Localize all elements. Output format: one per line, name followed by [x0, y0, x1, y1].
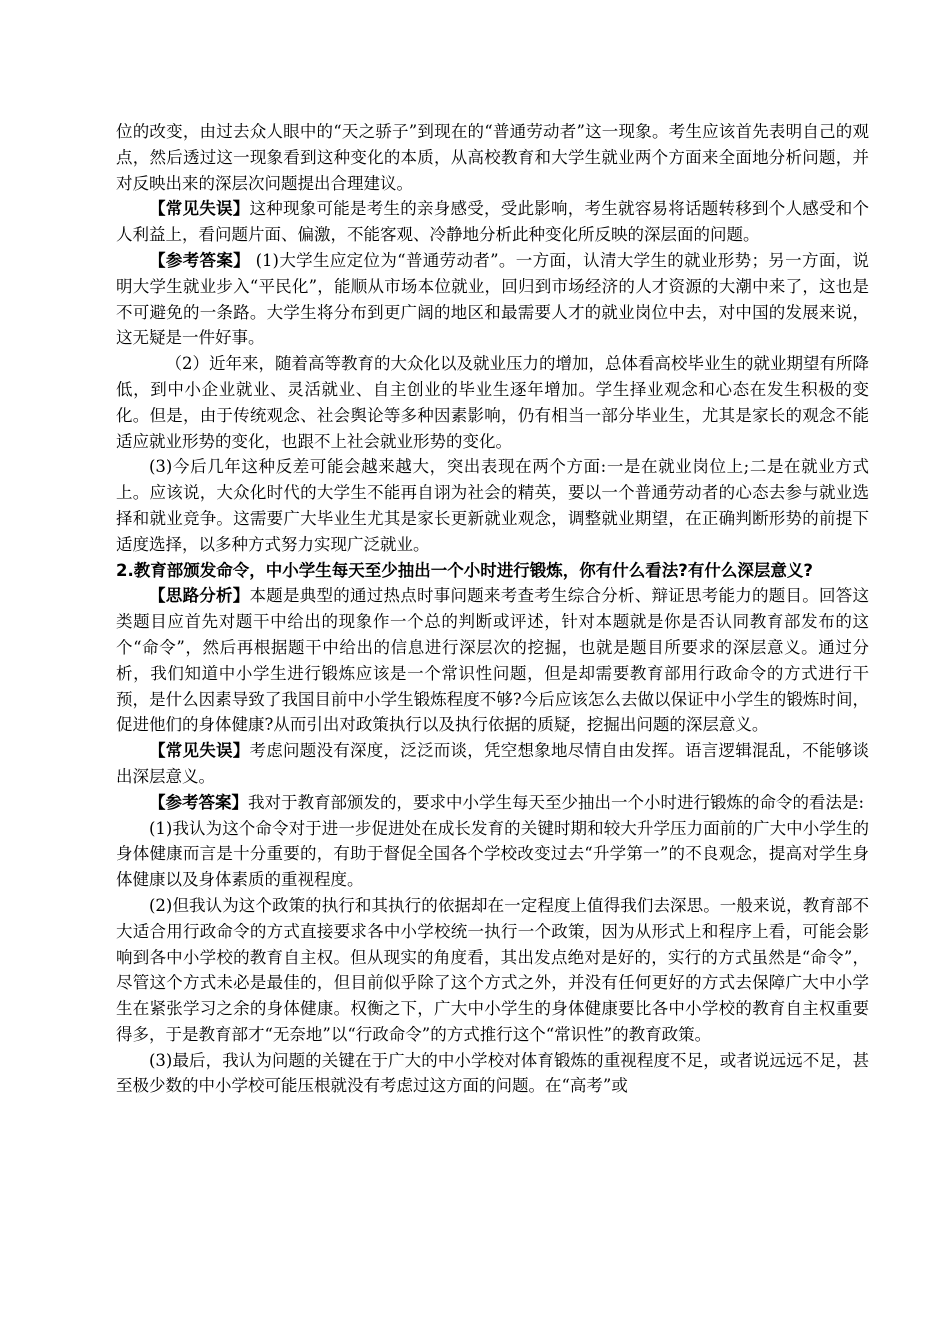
- document-page: [116, 119, 869, 1099]
- paragraph-answer-point-3: (3)今后几年这种反差可能会越来越大，突出表现在两个方面:一是在就业岗位上;二是在就业方式上。应该说，大众化时代的大学生不能再自诩为社会的精英，要以一个普通劳动者的心态去参与就业选择和就业竞争。这需要广大毕业生尤其是家长更新就业观念，调整就业期望，在正确判断形势的前提下适度选择，以多种方式努力实现广泛就业。: [116, 457, 869, 554]
- paragraph-answer-point-2: （2）近年来，随着高等教育的大众化以及就业压力的增加，总体看高校毕业生的就业期望有所降低，到中小企业就业、灵活就业、自主创业的毕业生逐年增加。学生择业观念和心态在发生积极的变化。但是，由于传统观念、社会舆论等多种因素影响，仍有相当一部分毕业生，尤其是家长的观念不能适应就业形势的变化，也跟不上社会就业形势的变化。: [116, 354, 869, 451]
- paragraph-common-mistakes-1: [116, 196, 869, 248]
- paragraph-reference-answer-2: [116, 790, 869, 816]
- common-mistakes-label: 【常见失误】: [149, 199, 250, 219]
- common-mistakes-text: 这种现象可能是考生的亲身感受，受此影响，考生就容易将话题转移到个人感受和个人利益上，看问题片面、偏激，不能客观、冷静地分析此种变化所反映的深层面的问题。: [116, 199, 869, 245]
- thinking-analysis-label: 【思路分析】: [149, 586, 250, 606]
- reference-answer-label: 【参考答案】: [149, 250, 251, 270]
- paragraph-reference-answer-1: [116, 248, 869, 351]
- reference-answer-text: (1)大学生应定位为“普通劳动者”。一方面，认清大学生的就业形势；另一方面，说明大学生就业步入“平民化”，能顺从市场本位就业，回归到市场经济的人才资源的大潮中来了，这也是不可避免的一条路。大学生将分布到更广阔的地区和最需要人才的就业岗位中去，对中国的发展来说，这无疑是一件好事。: [116, 250, 869, 348]
- reference-answer-text-2: 我对于教育部颁发的，要求中小学生每天至少抽出一个小时进行锻炼的命令的看法是:: [248, 792, 865, 812]
- paragraph-thinking-analysis: [116, 583, 869, 738]
- common-mistakes-label-2: 【常见失误】: [149, 741, 250, 761]
- paragraph-answer2-point-1: (1)我认为这个命令对于进一步促进处在成长发育的关键时期和较大升学压力面前的广大中小学生的身体健康而言是十分重要的，有助于督促全国各个学校改变过去“升学第一”的不良观念，提高对学生身体健康以及身体素质的重视程度。: [116, 818, 869, 890]
- question-2-heading: 2.教育部颁发命令，中小学生每天至少抽出一个小时进行锻炼，你有什么看法?有什么深层意义?: [116, 560, 813, 580]
- thinking-analysis-text: 本题是典型的通过热点时事问题来考查考生综合分析、辩证思考能力的题目。回答这类题目应首先对题干中给出的现象作一个总的判断或评述，针对本题就是你是否认同教育部发布的这个“命令”，然后再根据题干中给出的信息进行深层次的挖掘，也就是题目所要求的深层意义。通过分析，我们知道中小学生进行锻炼应该是一个常识性问题，但是却需要教育部用行政命令的方式进行干预，是什么因素导致了我国目前中小学生锻炼程度不够?今后应该怎么去做以保证中小学生的锻炼时间，促进他们的身体健康?从而引出对政策执行以及执行依据的质疑，挖掘出问题的深层意义。: [116, 586, 869, 735]
- paragraph-common-mistakes-2: [116, 738, 869, 790]
- reference-answer-label-2: 【参考答案】: [149, 792, 248, 812]
- paragraph-analysis-continued: 位的改变，由过去众人眼中的“天之骄子”到现在的“普通劳动者”这一现象。考生应该首先表明自己的观点，然后透过这一现象看到这种变化的本质，从高校教育和大学生就业两个方面来全面地分析问题，并对反映出来的深层次问题提出合理建议。: [116, 122, 869, 193]
- paragraph-answer2-point-2: (2)但我认为这个政策的执行和其执行的依据却在一定程度上值得我们去深思。一般来说，教育部不大适合用行政命令的方式直接要求各中小学校统一执行一个政策，因为从形式上和程序上看，可能会影响到各中小学校的教育自主权。但从现实的角度看，其出发点绝对是好的，实行的方式虽然是“命令”，尽管这个方式未必是最佳的，但目前似乎除了这个方式之外，并没有任何更好的方式去保障广大中小学生在紧张学习之余的身体健康。权衡之下，广大中小学生的身体健康要比各中小学校的教育自主权重要得多，于是教育部才“无奈地”以“行政命令”的方式推行这个“常识性”的教育政策。: [116, 895, 869, 1044]
- paragraph-answer2-point-3: (3)最后，我认为问题的关键在于广大的中小学校对体育锻炼的重视程度不足，或者说远远不足，甚至极少数的中小学校可能压根就没有考虑过这方面的问题。在“高考”或: [116, 1050, 869, 1096]
- common-mistakes-text-2: 考虑问题没有深度，泛泛而谈，凭空想象地尽情自由发挥。语言逻辑混乱，不能够谈出深层意义。: [116, 741, 869, 786]
